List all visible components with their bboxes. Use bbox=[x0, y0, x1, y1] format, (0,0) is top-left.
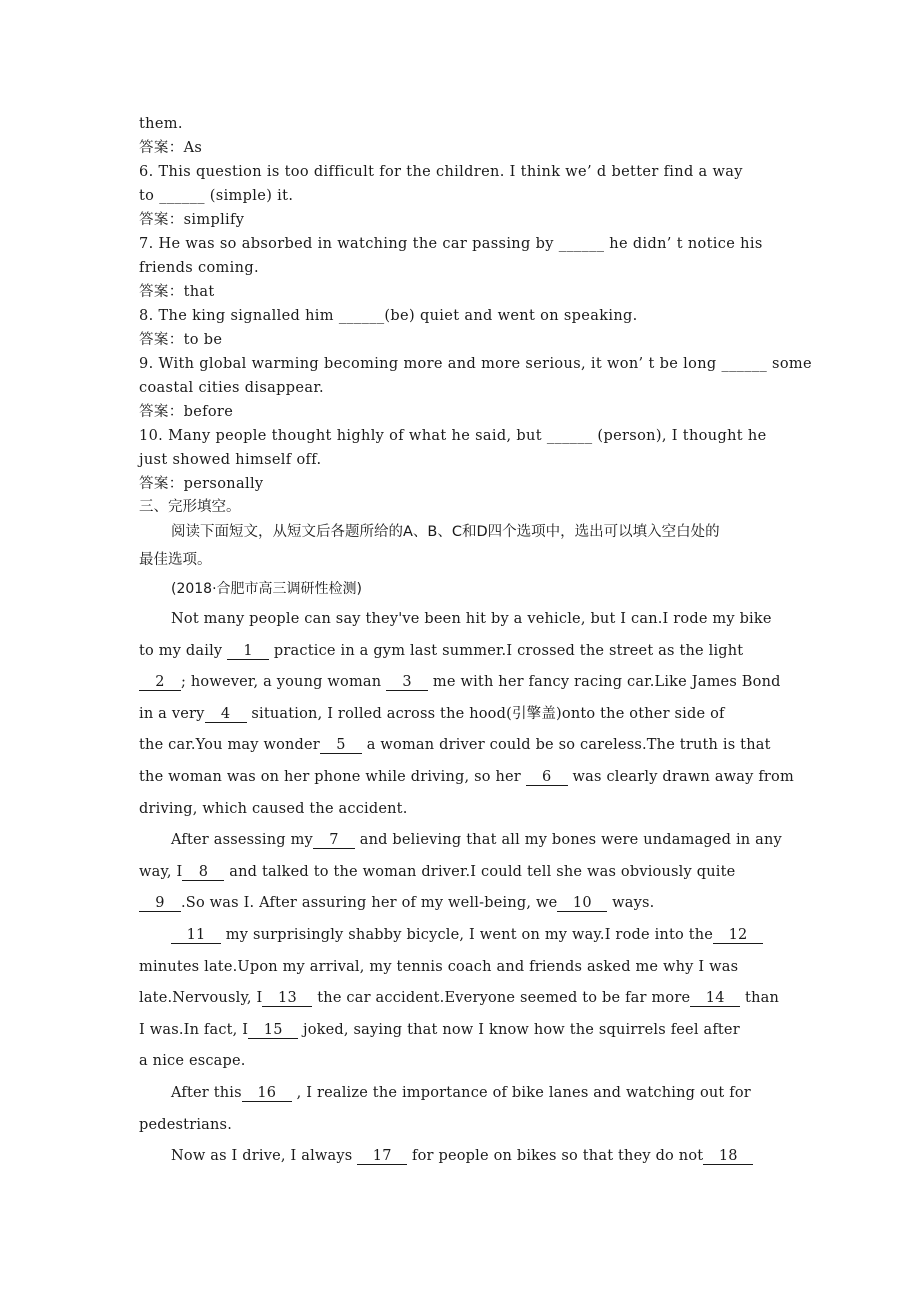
answer-9: 答案：before bbox=[139, 404, 234, 420]
passage-line: the woman was on her phone while driving, so her 6 was clearly drawn away from bbox=[139, 768, 794, 785]
question-7-line-1: 7. He was so absorbed in watching the car passing by ______ he didn’ t notice his bbox=[139, 236, 763, 252]
answer-6: 答案：simplify bbox=[139, 212, 245, 228]
blank-4[interactable]: 4 bbox=[205, 706, 247, 723]
blank-18[interactable]: 18 bbox=[703, 1148, 753, 1165]
passage-line: 9 .So was I. After assuring her of my well-being, we 10 ways. bbox=[139, 888, 829, 920]
passage-line: in a very 4 situation, I rolled across the hood(引擎盖)onto the other side of bbox=[139, 705, 725, 722]
passage-line: way, I 8 and talked to the woman driver.I could tell she was obviously quite bbox=[139, 863, 736, 880]
passage-line: pedestrians. bbox=[139, 1116, 232, 1133]
passage-source: (2018·合肥市高三调研性检测) bbox=[171, 581, 363, 597]
document-page bbox=[139, 112, 829, 1173]
blank-14[interactable]: 14 bbox=[690, 990, 740, 1007]
question-9-line-2: coastal cities disappear. bbox=[139, 380, 325, 396]
section-title: 三、完形填空。 bbox=[139, 499, 241, 515]
passage-line: minutes late.Upon my arrival, my tennis coach and friends asked me why I was bbox=[139, 958, 739, 975]
blank-11[interactable]: 11 bbox=[171, 927, 221, 944]
passage-line: 2 ; however, a young woman 3 me with her fancy racing car.Like James Bond bbox=[139, 667, 829, 699]
blank-9[interactable]: 9 bbox=[139, 895, 181, 912]
blank-7[interactable]: 7 bbox=[313, 832, 355, 849]
passage-line: to my daily 1 practice in a gym last summer.I crossed the street as the light bbox=[139, 642, 744, 659]
blank-2[interactable]: 2 bbox=[139, 674, 181, 691]
question-8: 8. The king signalled him ______(be) quiet and went on speaking. bbox=[139, 308, 638, 324]
blank-10[interactable]: 10 bbox=[557, 895, 607, 912]
answer-7: 答案：that bbox=[139, 284, 215, 300]
blank-16[interactable]: 16 bbox=[242, 1085, 292, 1102]
question-6-line-2: to ______ (simple) it. bbox=[139, 188, 294, 204]
blank-8[interactable]: 8 bbox=[182, 864, 224, 881]
passage-line: Not many people can say they've been hit by a vehicle, but I can.I rode my bike bbox=[171, 611, 772, 627]
passage-line: late.Nervously, I 13 the car accident.Everyone seemed to be far more 14 than bbox=[139, 990, 779, 1007]
answer-5: 答案：As bbox=[139, 140, 203, 156]
answer-10: 答案：personally bbox=[139, 476, 264, 492]
blank-5[interactable]: 5 bbox=[320, 737, 362, 754]
blank-1[interactable]: 1 bbox=[227, 643, 269, 660]
instruction-line-2: 最佳选项。 bbox=[139, 552, 212, 568]
answer-8: 答案：to be bbox=[139, 332, 223, 348]
question-10-line-1: 10. Many people thought highly of what he said, but ______ (person), I thought he bbox=[139, 428, 767, 444]
passage-line: I was.In fact, I 15 joked, saying that now I know how the squirrels feel after bbox=[139, 1021, 740, 1038]
blank-3[interactable]: 3 bbox=[386, 674, 428, 691]
blank-13[interactable]: 13 bbox=[262, 990, 312, 1007]
passage-line: a nice escape. bbox=[139, 1053, 246, 1070]
passage-line: 11 my surprisingly shabby bicycle, I went on my way.I rode into the 12 bbox=[139, 920, 829, 952]
passage-line: driving, which caused the accident. bbox=[139, 800, 408, 817]
passage-line: After this 16 , I realize the importance of bike lanes and watching out for bbox=[171, 1084, 751, 1101]
blank-6[interactable]: 6 bbox=[526, 769, 568, 786]
question-5-tail: them. bbox=[139, 116, 183, 132]
passage-line: After assessing my 7 and believing that all my bones were undamaged in any bbox=[171, 832, 782, 849]
question-10-line-2: just showed himself off. bbox=[139, 452, 322, 468]
blank-15[interactable]: 15 bbox=[248, 1022, 298, 1039]
instruction-line-1: 阅读下面短文，从短文后各题所给的A、B、C和D四个选项中，选出可以填入空白处的 bbox=[171, 524, 720, 540]
passage-line: Now as I drive, I always 17 for people on bikes so that they do not 18 bbox=[139, 1141, 829, 1173]
question-7-line-2: friends coming. bbox=[139, 260, 259, 276]
blank-12[interactable]: 12 bbox=[713, 927, 763, 944]
blank-17[interactable]: 17 bbox=[357, 1148, 407, 1165]
question-6-line-1: 6. This question is too difficult for the children. I think we’ d better find a way bbox=[139, 164, 743, 180]
passage-line: the car.You may wonder 5 a woman driver could be so careless.The truth is that bbox=[139, 737, 771, 754]
question-9-line-1: 9. With global warming becoming more and more serious, it won’ t be long ______ some bbox=[139, 356, 812, 372]
